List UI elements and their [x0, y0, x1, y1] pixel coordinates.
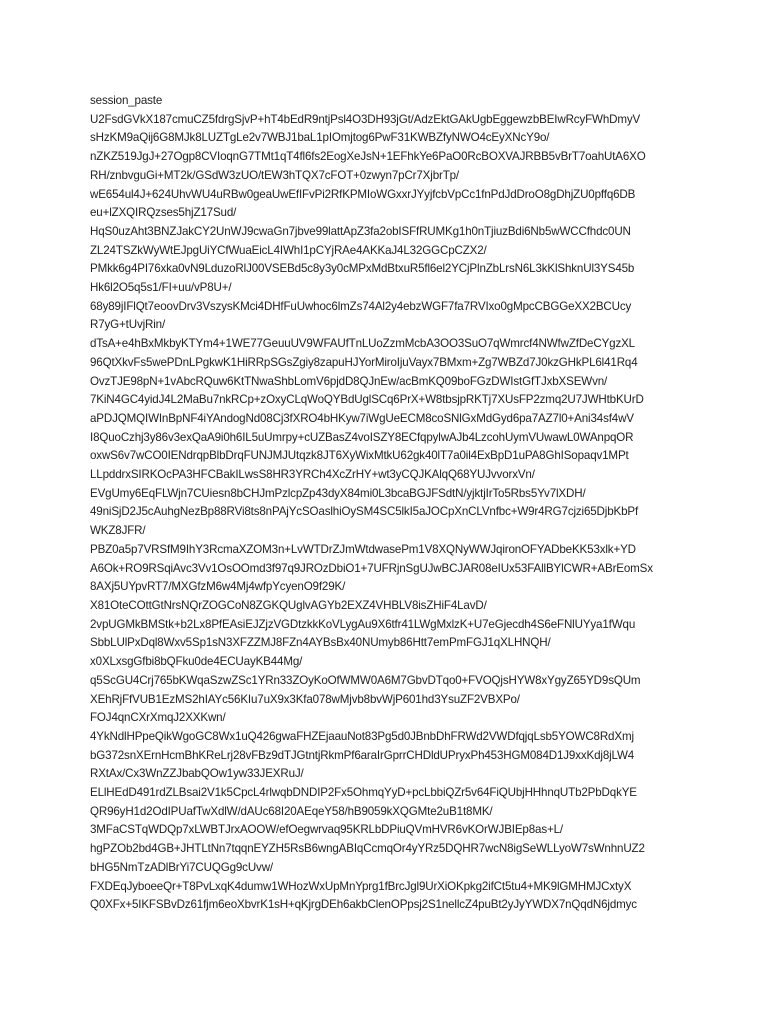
- text-line: SbbLUlPxDql8Wxv5Sp1sN3XFZZMJ8FZn4AYBsBx40NUmyb86Htt7emPmFGJ1qXLHNQH/: [90, 636, 551, 650]
- text-line: 3MFaCSTqWDQp7xLWBTJrxAOOW/efOegwrvaq95KRLbDPiuQVmHVR6vKOrWJBIEp8as+L/: [90, 823, 563, 837]
- text-line: q5ScGU4Crj765bKWqaSzwZSc1YRn33ZOyKoOfWMW0A6M7GbvDTqo0+FVOQjsHYW8xYgyZ65YD9sQUm: [90, 673, 641, 687]
- text-line: I8QuoCzhj3y86v3exQaA9i0h6IL5uUmrpy+cUZBasZ4voISZY8ECfqpylwAJb4LzcohUymVUwawL0WAnpqOR: [90, 430, 634, 444]
- text-line: PMkk6g4PI76xka0vN9LduzoRlJ00VSEBd5c8y3y0cMPxMdBtxuR5fl6el2YCjPlnZbLrsN6L3kKlShknUl3YS45b: [90, 262, 635, 276]
- text-line: Hk6l2O5q5s1/FI+uu/vP8U+/: [90, 281, 232, 295]
- text-line: 4YkNdlHPpeQikWgoGC8Wx1uQ426gwaFHZEjaauNot83Pg5d0JBnbDhFRWd2VWDfqjqLsb5YOWC8RdXmj: [90, 729, 634, 743]
- text-line: wE654ul4J+624UhvWU4uRBw0geaUwEfIFvPi2RfKPMIoWGxxrJYyjfcbVpCc1fnPdJdDroO8gDhjZU0pffq6DB: [90, 187, 636, 201]
- text-line: eu+lZXQIRQzses5hjZ17Sud/: [90, 206, 237, 220]
- text-line: EVgUmy6EqFLWjn7CUiesn8bCHJmPzlcpZp43dyX84mi0L3bcaBGJFSdtN/yjktjIrTo5Rbs5Yv7lXDH/: [90, 486, 586, 500]
- text-line: 2vpUGMkBMStk+b2Lx8PfEAsiEJZjzVGDtzkkKoVLygAu9X6tfr41LWgMxlzK+U7eGjecdh4S6eFNlUYya1fWqu: [90, 617, 636, 631]
- text-line: ELlHEdD491rdZLBsai2V1k5CpcL4rlwqbDNDIP2Fx5OhmqYyD+pcLbbiQZr5v64FiQUbjHHhnqUTb2PbDqkYE: [90, 786, 637, 800]
- text-line: FOJ4qnCXrXmqJ2XXKwn/: [90, 711, 226, 725]
- text-line: 8AXj5UYpvRT7/MXGfzM6w4Mj4wfpYcyenO9f29K/: [90, 580, 346, 594]
- text-line: x0XLxsgGfbi8bQFku0de4ECUayKB44Mg/: [90, 655, 303, 669]
- text-line: PBZ0a5p7VRSfM9IhY3RcmaXZOM3n+LvWTDrZJmWtdwasePm1V8XQNyWWJqironOFYADbeKK53xlk+YD: [90, 542, 636, 556]
- text-line: bG372snXErnHcmBhKReLrj28vFBz9dTJGtntjRkmPf6araIrGprrCHDldUPryxPh453HGM084D1J9xxKdj8jLW4: [90, 748, 635, 762]
- text-line: aPDJQMQIWInBpNF4iYAndogNd08Cj3fXRO4bHKyw7iWgUeECM8coSNlGxMdGyd6pa7AZ7l0+Ani34sf4wV: [90, 411, 634, 425]
- text-line: FXDEqJyboeeQr+T8PvLxqK4dumw1WHozWxUpMnYprg1fBrcJgl9UrXiOKpkg2ifCt5tu4+MK9lGMHMJCxtyX: [90, 879, 632, 893]
- document-title: session_paste: [90, 94, 163, 107]
- text-line: 7KiN4GC4yidJ4L2MaBu7nkRCp+zOxyCLqWoQYBdUglSCq6PrX+W8tbsjpRKTj7XUsFP2zmq2U7JWHtbKUrD: [90, 393, 644, 407]
- text-line: 68y89jIFlQt7eoovDrv3VszysKMci4DHfFuUwhoc6lmZs74Al2y4ebzWGF7fa7RVIxo0gMpcCBGGeXX2BCUcy: [90, 299, 632, 313]
- text-line: nZKZ519JgJ+27Ogp8CVIoqnG7TMt1qT4fl6fs2EogXeJsN+1EFhkYe6PaO0RcBOXVAJRBB5vBrT7oahUtA6XO: [90, 150, 646, 164]
- text-line: dTsA+e4hBxMkbyKTYm4+1WE77GeuuUV9WFAUfTnLUoZzmMcbA3OO3SuO7qWmrcf4NWfwZfDeCYgzXL: [90, 337, 635, 351]
- text-line: 49niSjD2J5cAuhgNezBp88RVi8ts8nPAjYcSOaslhiOySM4SC5lkI5aJOCpXnCLVnfbc+W9r4RG7cjzi65DjbKbPf: [90, 505, 639, 519]
- text-line: RH/znbvguGi+MT2k/GSdW3zUO/tEW3hTQX7cFOT+0zwyn7pCr7XjbrTp/: [90, 168, 460, 182]
- text-line: R7yG+tUvjRin/: [90, 318, 166, 332]
- text-line: Q0XFx+5IKFSBvDz61fjm6eoXbvrK1sH+qKjrgDEh6akbClenOPpsj2S1nellcZ4puBt2yJyYWDX7nQqdN6jdmyc: [90, 898, 637, 912]
- document-body: [90, 92, 690, 915]
- text-line: X81OteCOttGtNrsNQrZOGCoN8ZGKQUglvAGYb2EXZ4VHBLV8isZHiF4LavD/: [90, 598, 487, 612]
- text-line: RXtAx/Cx3WnZZJbabQOw1yw33JEXRuJ/: [90, 767, 304, 781]
- text-line: hgPZOb2bd4GB+JHTLtNn7tqqnEYZH5RsB6wngABIqCcmqOr4yYRz5DQHR7wcN8igSeWLLyoW7sWnhnUZ2: [90, 842, 645, 856]
- text-line: LLpddrxSIRKOcPA3HFCBakILwsS8HR3YRCh4XcZrHY+wt3yCQJKAlqQ68YUJvvorxVn/: [90, 468, 535, 482]
- text-line: A6Ok+RO9RSqiAvc3Vv1OsOOmd3f97q9JROzDbiO1+7UFRjnSgUJwBCJAR08eIUx53FAllBYlCWR+ABrEomSx: [90, 561, 653, 575]
- text-line: XEhRjFfVUB1EzMS2hIAYc56KIu7uX9x3Kfa078wMjvb8bvWjP601hd3YsuZF2VBXPo/: [90, 692, 520, 706]
- text-line: sHzKM9aQij6G8MJk8LUZTgLe2v7WBJ1baL1pIOmjtog6PwF31KWBZfyNWO4cEyXNcY9o/: [90, 131, 550, 145]
- text-line: oxwS6v7wCO0IENdrqpBlbDrqFUNJMJUtqzk8JT6XyWixMtkU62gk40lT7a0il4ExBpD1uPA8GhISopaqv1MPt: [90, 449, 629, 463]
- text-line: 96QtXkvFs5wePDnLPgkwK1HiRRpSGsZgiy8zapuHJYorMiroIjuVayx7BMxm+Zg7WBZd7J0kzGHkPL6l41Rq4: [90, 355, 638, 369]
- text-line: WKZ8JFR/: [90, 524, 146, 538]
- text-line: U2FsdGVkX187cmuCZ5fdrgSjvP+hT4bEdR9ntjPsl4O3DH93jGt/AdzEktGAkUgbEggewzbBEIwRcyFWhDmyV: [90, 112, 641, 126]
- text-line: ZL24TSZkWyWtEJpgUiYCfWuaEicL4IWhI1pCYjRAe4AKKaJ4L32GGCpCZX2/: [90, 243, 487, 257]
- text-line: bHG5NmTzADlBrYi7CUQGg9cUvw/: [90, 860, 273, 874]
- text-line: HqS0uzAht3BNZJakCY2UnWJ9cwaGn7jbve99lattApZ3fa2obISFfRUMKg1h0nTjiuzBdi6Nb5wWCCfhdc0UN: [90, 224, 631, 238]
- text-line: OvzTJE98pN+1vAbcRQuw6KtTNwaShbLomV6pjdD8QJnEw/acBmKQ09boFGzDWIstGfTJxbXSEWvn/: [90, 374, 608, 388]
- text-line: QR96yH1d2OdIPUafTwXdlW/dAUc68I20AEqeY58/hB9059kXQGMte2uB1t8MK/: [90, 804, 493, 818]
